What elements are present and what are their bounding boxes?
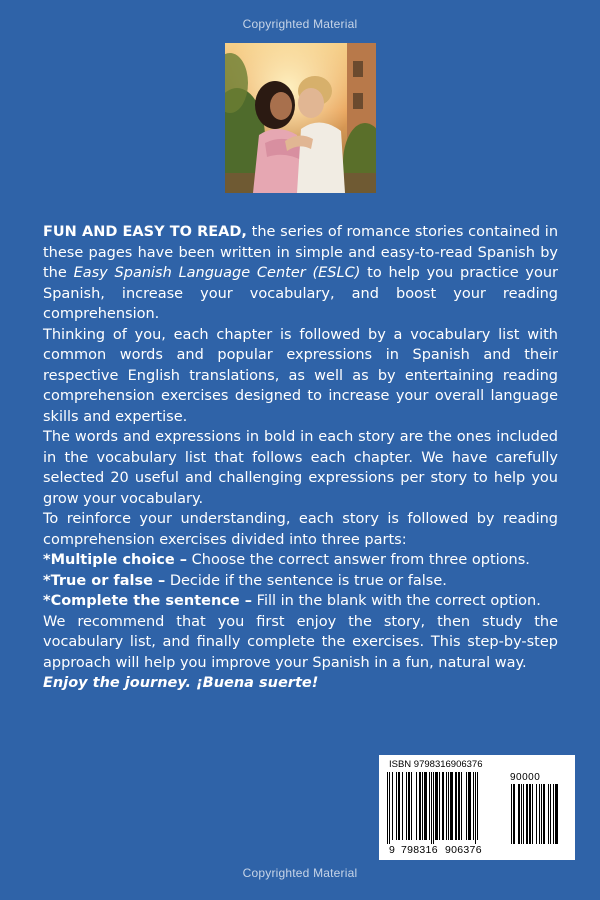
intro-bold-heading: FUN AND EASY TO READ, [43,224,247,240]
exercise-item-text: Decide if the sentence is true or false. [165,572,447,589]
barcode-digit-first: 9 [389,844,396,856]
exercise-item-text: Fill in the blank with the correct option. [252,593,541,609]
recommendation-paragraph: We recommend that you first enjoy the story, then study the vocabulary list, and finally complete the exercises. This step-by-step approach will help you improve your Spanish in a fun, natural way. [43,613,558,671]
intro-text-a: the series of romance stories contained in these pages have been written in simple and easy-to-read Spanish by the [43,224,559,281]
barcode-digits-right: 906376 [445,844,482,856]
back-cover-blurb [43,222,558,694]
exercises-paragraph: To reinforce your understanding, each story is followed by reading comprehension exercises divided into three parts: [43,511,558,548]
isbn-barcode [379,755,575,860]
exercise-item-label: *True or false – [43,572,166,589]
main-barcode-bars [387,772,505,844]
publisher-name: Easy Spanish Language Center (ESLC) [73,265,361,281]
isbn-label: ISBN 9798316906376 [389,759,483,770]
addon-barcode-bars [511,784,567,844]
couple-photo [225,43,376,193]
intro-paragraph [43,222,558,325]
exercise-item [43,550,558,571]
copyright-watermark-top: Copyrighted Material [242,17,358,31]
exercise-item [43,571,558,592]
price-code: 90000 [510,772,541,783]
exercise-item [43,591,558,612]
copyright-watermark-bottom: Copyrighted Material [242,866,358,880]
vocabulary-paragraph: Thinking of you, each chapter is followed by a vocabulary list with common words and popular expressions in Spanish and their respective English translations, as well as by entertaining reading comprehension exercises designed to increase your overall language skills and expertise. [43,326,558,425]
barcode-digits-left: 798316 [401,844,438,856]
exercise-item-label: *Complete the sentence – [43,593,253,609]
exercise-item-text: Choose the correct answer from three options. [187,552,530,568]
bold-words-paragraph: The words and expressions in bold in each story are the ones included in the vocabulary list that follows each chapter. We have carefully selected 20 useful and challenging expressions per story to help you grow your vocabulary. [43,429,558,507]
exercise-item-label: *Multiple choice – [43,552,188,568]
intro-text-b: to help you practice your Spanish, increase your vocabulary, and boost your reading comprehension. [43,265,559,322]
closing-line: Enjoy the journey. ¡Buena suerte! [43,675,319,691]
